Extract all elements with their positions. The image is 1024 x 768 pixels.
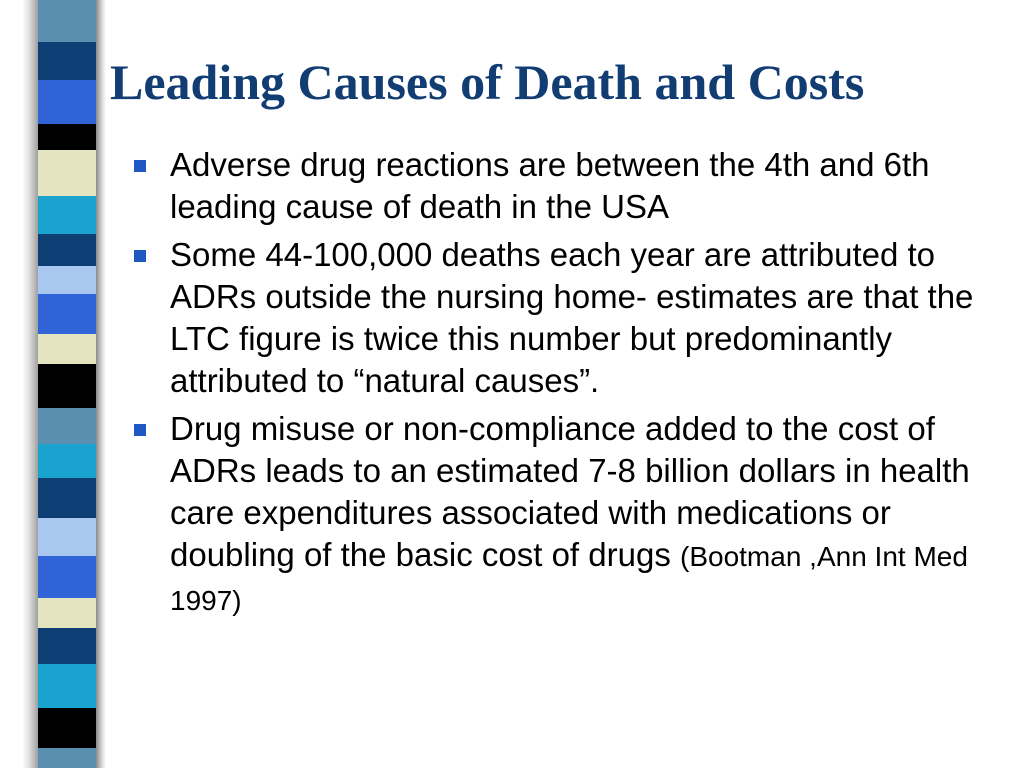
square-bullet-icon (134, 250, 146, 262)
decorative-gray-gradient (0, 0, 38, 768)
decorative-stripe-block (38, 364, 96, 408)
decorative-stripe-block (38, 42, 96, 80)
decorative-stripe-block (38, 628, 96, 664)
decorative-stripe-block (38, 664, 96, 708)
decorative-stripe-block (38, 444, 96, 478)
citation-text: (Bootman ,Ann Int Med 1997) (170, 541, 968, 616)
decorative-stripe-block (38, 518, 96, 556)
decorative-stripe-block (38, 478, 96, 518)
decorative-stripe-block (38, 0, 96, 42)
decorative-stripe-block (38, 124, 96, 150)
bullet-list (130, 144, 980, 628)
decorative-stripe-block (38, 150, 96, 196)
bullet-text: Some 44-100,000 deaths each year are attributed to ADRs outside the nursing home- estimates are that the LTC figure is twice this number but predominantly attributed to “natural causes”. (170, 236, 974, 399)
decorative-stripe-block (38, 266, 96, 294)
decorative-stripe-block (38, 708, 96, 748)
bullet-text: Adverse drug reactions are between the 4th and 6th leading cause of death in the USA (170, 146, 930, 225)
decorative-stripe-block (38, 556, 96, 598)
slide-title: Leading Causes of Death and Costs (110, 54, 865, 110)
decorative-stripe-block (38, 196, 96, 234)
decorative-stripe-block (38, 334, 96, 364)
bullet-item (130, 144, 980, 228)
square-bullet-icon (134, 160, 146, 172)
decorative-stripe-block (38, 80, 96, 124)
decorative-stripe-bar (0, 0, 106, 768)
square-bullet-icon (134, 424, 146, 436)
decorative-stripe-block (38, 294, 96, 334)
decorative-shadow (96, 0, 106, 768)
bullet-text: Drug misuse or non-compliance added to the cost of ADRs leads to an estimated 7-8 billion dollars in health care expenditures associated with medications or doubling of the basic cost of drugs (170, 410, 970, 573)
decorative-stripe-block (38, 598, 96, 628)
bullet-item (130, 408, 980, 622)
decorative-stripe-block (38, 748, 96, 768)
decorative-stripe-block (38, 234, 96, 266)
decorative-stripe-block (38, 408, 96, 444)
bullet-item (130, 234, 980, 402)
